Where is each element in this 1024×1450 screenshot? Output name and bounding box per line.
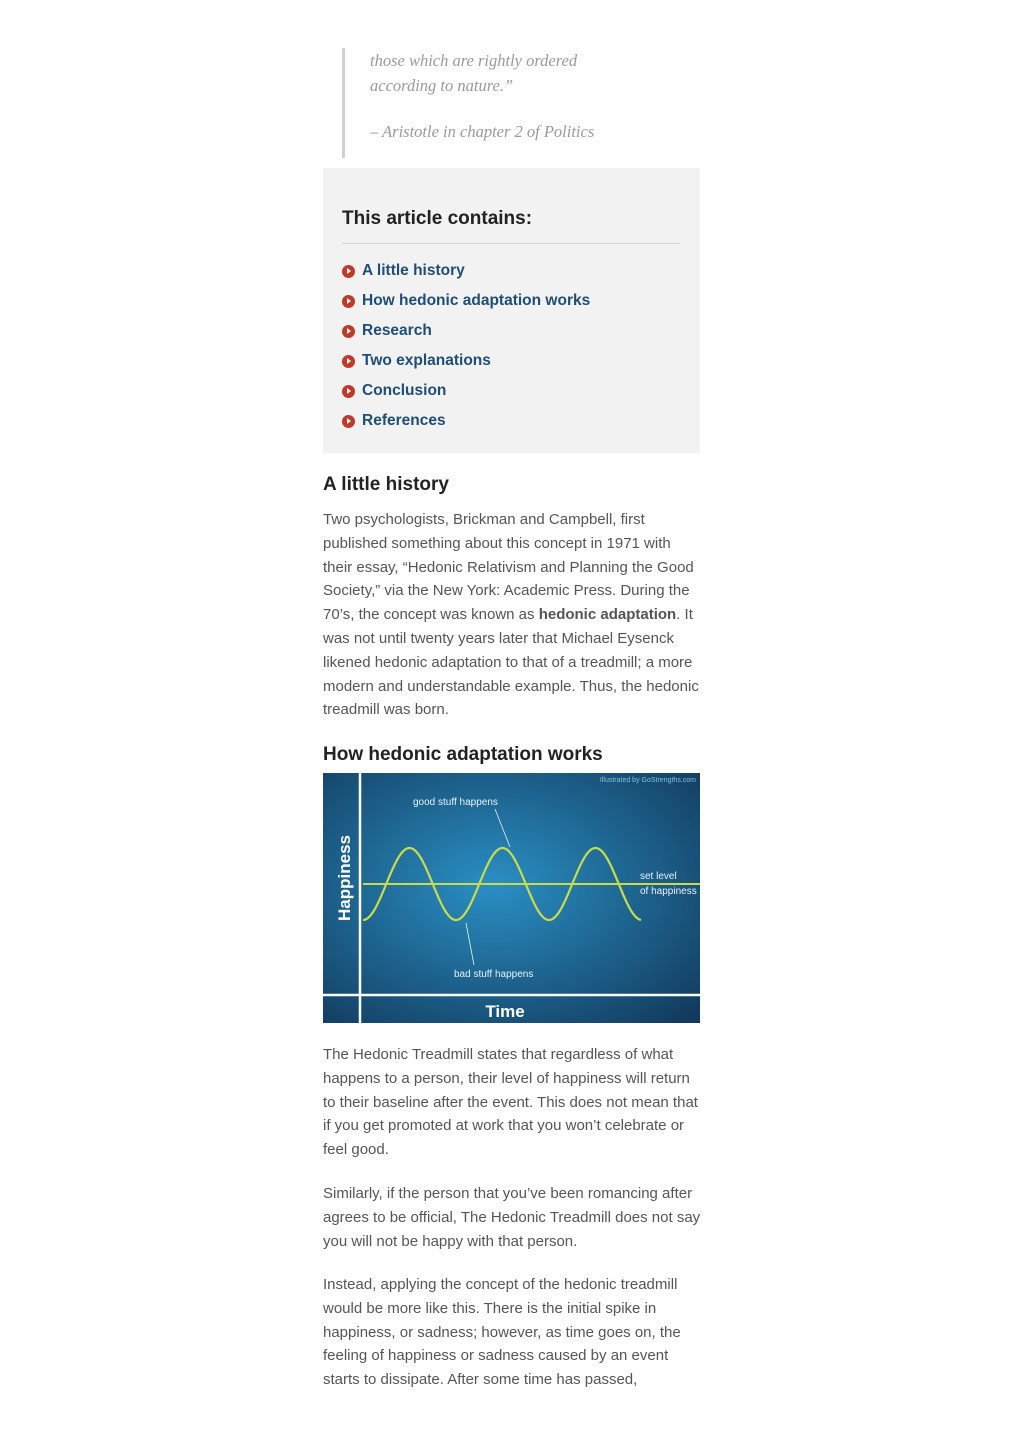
toc-item <box>342 256 590 286</box>
illustration-credit: Illustrated by GoStrengths.com <box>599 777 696 784</box>
toc-item <box>342 406 590 436</box>
history-text: . It was not until twenty years later that Michael Eysenck likened hedonic adaptation to that of a treadmill; a more modern and understandable example. Thus, the hedonic treadmill was born. <box>323 606 699 719</box>
history-paragraph <box>323 508 703 722</box>
section-heading-how-it-works: How hedonic adaptation works <box>323 744 603 765</box>
play-bullet-icon <box>342 325 355 338</box>
toc-item <box>342 286 590 316</box>
quote-line: those which are rightly ordered <box>370 51 578 70</box>
toc-title: This article contains: <box>342 208 533 229</box>
toc-link-conclusion[interactable]: Conclusion <box>362 382 447 399</box>
toc-list <box>342 256 590 436</box>
play-bullet-icon <box>342 415 355 428</box>
history-text: Two psychologists, Brickman and Campbell, first published something about this concept in 1971 with their essay, “Hedonic Relativism and Planning the Good Society,” via the New York: Academic Press. During the 70’s, the concept was known as <box>323 511 694 624</box>
toc-link-references[interactable]: References <box>362 412 446 429</box>
body-paragraph-1: The Hedonic Treadmill states that regardless of what happens to a person, their level of happiness will return to their baseline after the event. This does not mean that if you get promoted at work that you won’t celebrate or feel good. <box>323 1046 698 1159</box>
section-heading-history: A little history <box>323 474 449 495</box>
quote-attribution: – Aristotle in chapter 2 of Politics <box>370 122 595 141</box>
hedonic-treadmill-illustration <box>323 773 700 1023</box>
history-bold-term: hedonic adaptation <box>538 606 677 624</box>
play-bullet-icon <box>342 355 355 368</box>
body-paragraph-3: Instead, applying the concept of the hedonic treadmill would be more like this. There is the initial spike in happiness, or sadness; however, as time goes on, the feeling of happiness or sadness caused by an event starts to dissipate. After some time has passed, <box>323 1276 681 1389</box>
annotation-set-level: set level <box>640 871 677 882</box>
annotation-set-level-2: of happiness <box>640 886 697 897</box>
annotation-good-stuff: good stuff happens <box>413 797 498 808</box>
play-bullet-icon <box>342 385 355 398</box>
toc-divider <box>342 243 680 244</box>
toc-link-research[interactable]: Research <box>362 322 432 339</box>
illustration-svg <box>323 773 700 1023</box>
blockquote <box>342 48 685 158</box>
play-bullet-icon <box>342 295 355 308</box>
play-bullet-icon <box>342 265 355 278</box>
body-paragraph-2: Similarly, if the person that you’ve been romancing after agrees to be official, The Hedonic Treadmill does not say you will not be happy with that person. <box>323 1185 701 1250</box>
annotation-bad-stuff: bad stuff happens <box>454 969 534 980</box>
toc-item <box>342 376 590 406</box>
toc-link-how-hedonic-adaptation-works[interactable]: How hedonic adaptation works <box>362 292 591 309</box>
x-axis-label: Time <box>485 1002 525 1021</box>
y-axis-label: Happiness <box>335 835 354 921</box>
table-of-contents <box>323 168 700 453</box>
toc-link-a-little-history[interactable]: A little history <box>362 262 465 279</box>
toc-item <box>342 316 590 346</box>
toc-link-two-explanations[interactable]: Two explanations <box>362 352 491 369</box>
quote-line: according to nature.” <box>370 76 514 95</box>
toc-item <box>342 346 590 376</box>
